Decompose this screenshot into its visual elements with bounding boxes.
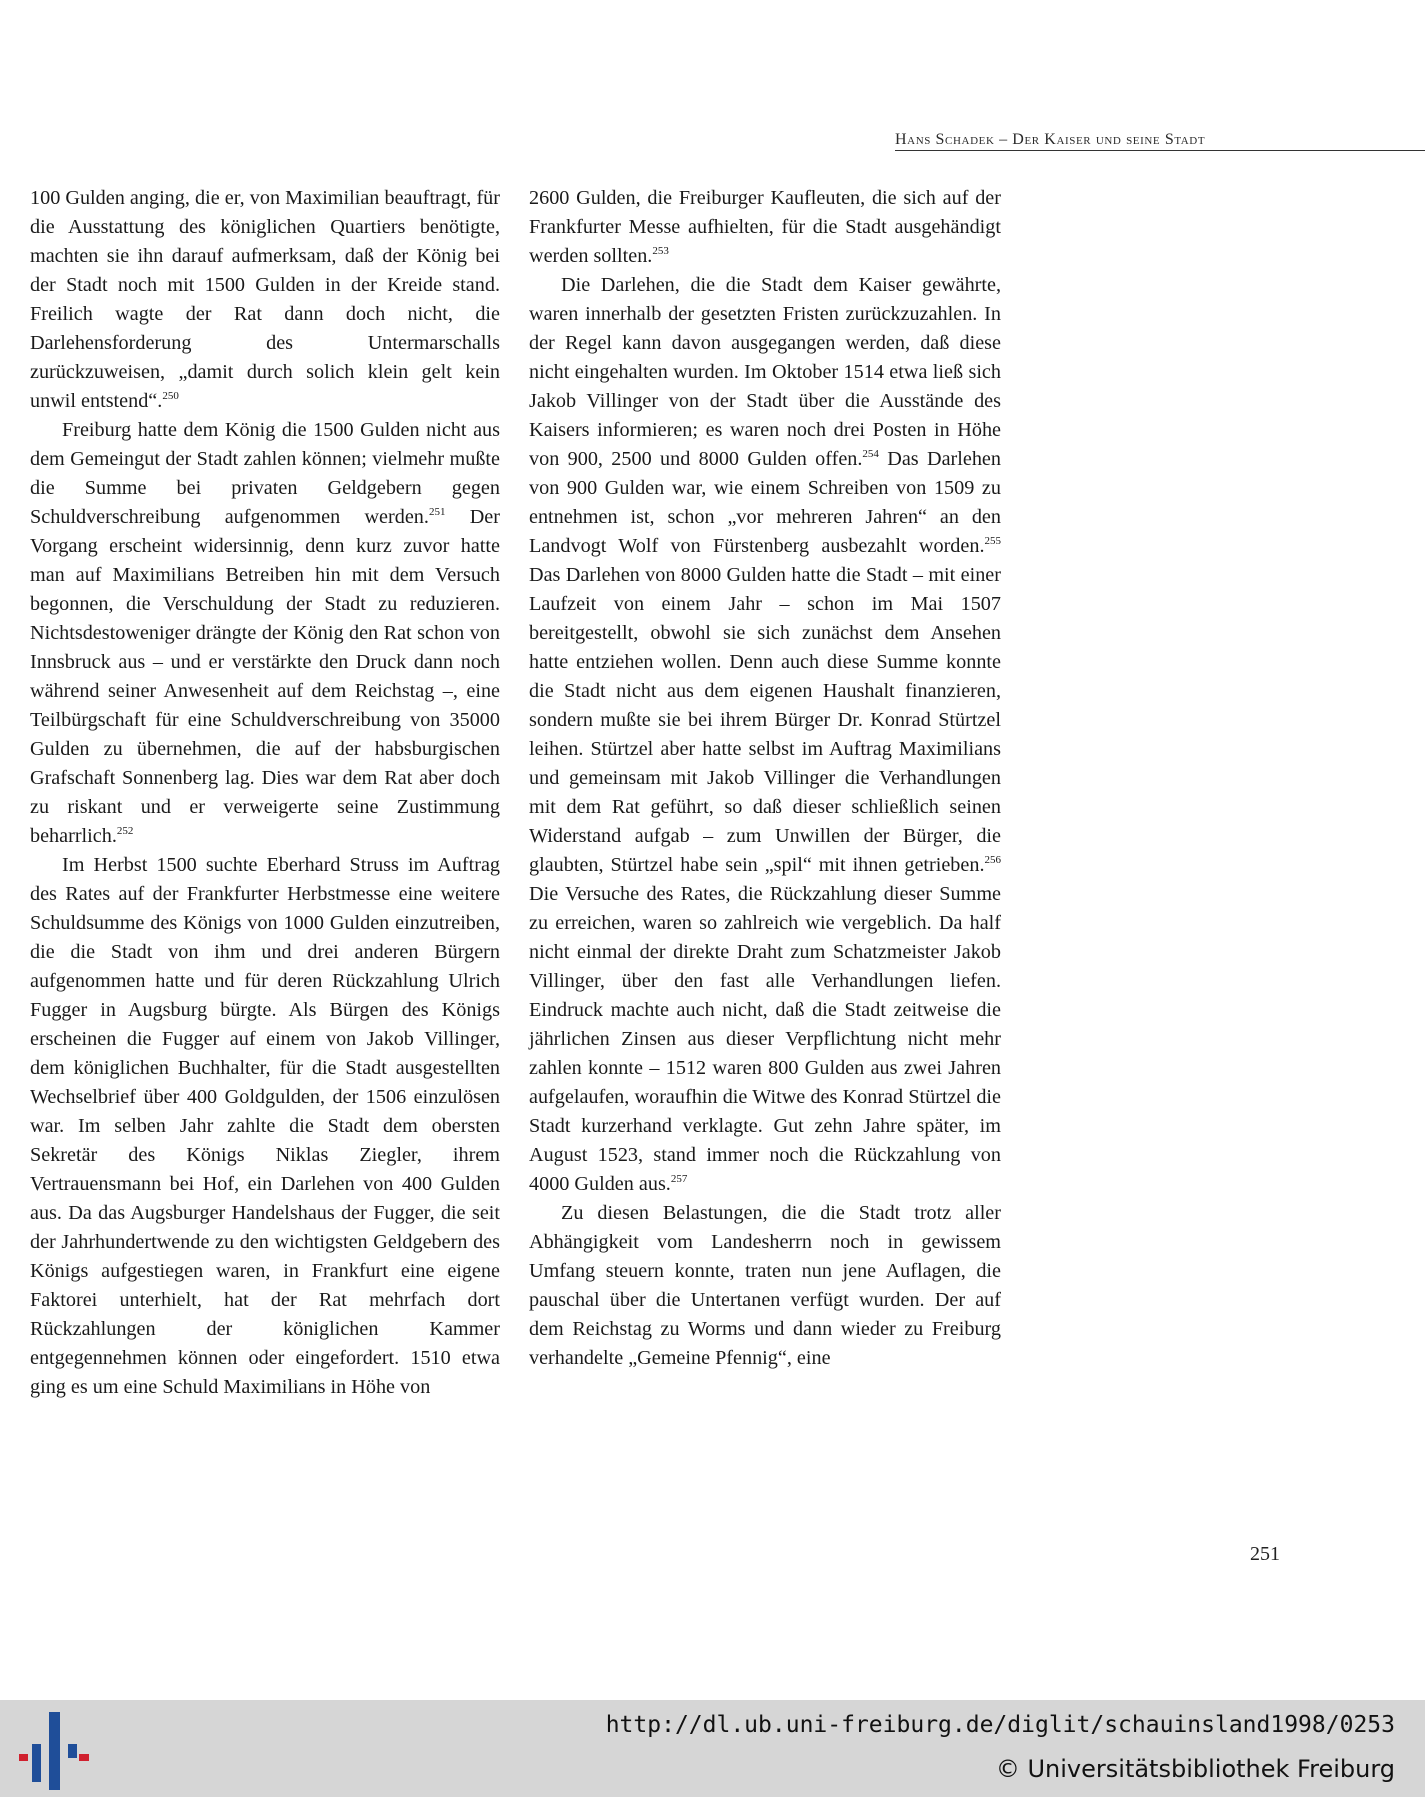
footnote-ref[interactable]: 257: [670, 1173, 688, 1185]
paragraph: Die Darlehen, die die Stadt dem Kaiser gewährte, waren innerhalb der gesetzten Fristen zurückzuzahlen. In der Regel kann davon ausgegangen werden, daß diese nicht eingehalten wurden. Im Oktober 1514 etwa ließ sich Jakob Villinger von der Stadt über die Ausstände des Kaisers informieren; es waren noch drei Posten in Höhe von 900, 2500 und 8000 Gulden offen.$^{254}$ Das Darlehen von 900 Gulden war, wie einem Schreiben von 1509 zu entnehmen ist, schon „vor mehreren Jahren“ an den Landvogt Wolf von Fürstenberg ausbezahlt worden.$^{255}$ Das Darlehen von 8000 Gulden hatte die Stadt – mit einer Laufzeit von einem Jahr – schon im Mai 1507 bereitgestellt, obwohl sie sich zunächst dem Ansehen hatte entziehen wollen. Denn auch diese Summe konnte die Stadt nicht aus dem eigenen Haushalt finanzieren, sondern mußte sie bei ihrem Bürger Dr. Konrad Stürtzel leihen. Stürtzel aber hatte selbst im Auftrag Maximilians und gemeinsam mit Jakob Villinger die Verhandlungen mit dem Rat geführt, so daß dieser schließlich seinen Widerstand aufgab – zum Unwillen der Bürger, die glaubten, Stürtzel habe sein „spil“ mit ihnen getrieben.$^{256}$ Die Versuche des Rates, die Rückzahlung dieser Summe zu erreichen, waren so zahlreich wie vergeblich. Da half nicht einmal der direkte Draht zum Schatzmeister Jakob Villinger, über den fast alle Verhandlungen liefen. Eindruck machte auch nicht, daß die Stadt zeitweise die jährlichen Zinsen aus dieser Verpflichtung nicht mehr zahlen konnte – 1512 waren 800 Gulden aus zwei Jahren aufgelaufen, woraufhin die Witwe des Konrad Stürtzel die Stadt kurzerhand verklagte. Gut zehn Jahre später, im August 1523, stand immer noch die Rückzahlung von 4000 Gulden aus.$^{257}$: [529, 274, 1001, 1195]
running-head: Hans Schadek – Der Kaiser und seine Stadt: [895, 131, 1206, 148]
paragraph: 2600 Gulden, die Freiburger Kaufleuten, die sich auf der Frankfurter Messe aufhielten, für die Stadt ausgehändigt werden sollten.$^{253}$: [529, 187, 1001, 267]
footnote-ref[interactable]: 251: [428, 506, 446, 518]
copyright-text: © Universitätsbibliothek Freiburg: [995, 1755, 1395, 1783]
paragraph: 100 Gulden anging, die er, von Maximilian beauftragt, für die Ausstattung des königlichen Quartiers benötigte, machten sie ihn darauf aufmerksam, daß der König bei der Stadt noch mit 1500 Gulden in der Kreide stand. Freilich wagte der Rat dann doch nicht, die Darlehensforderung des Untermarschalls zurückzuweisen, „damit durch solich klein gelt kein unwil entstend“.$^{250}$: [30, 187, 500, 412]
ub-freiburg-logo-icon[interactable]: [19, 1712, 89, 1790]
footnote-ref[interactable]: 253: [652, 245, 669, 257]
footnote-ref[interactable]: 252: [116, 825, 134, 837]
footnote-ref[interactable]: 255: [984, 535, 1001, 547]
footnote-ref[interactable]: 256: [984, 854, 1001, 866]
footnote-ref[interactable]: 250: [162, 390, 179, 402]
header-rule: [895, 150, 1425, 151]
paragraph: Freiburg hatte dem König die 1500 Gulden nicht aus dem Gemeingut der Stadt zahlen können; vielmehr mußte die Summe bei privaten Geldgebern gegen Schuldverschreibung aufgenommen werden.$^{251}$ Der Vorgang erscheint widersinnig, denn kurz zuvor hatte man auf Maximilians Betreiben hin mit dem Versuch begonnen, die Verschuldung der Stadt zu reduzieren. Nichtsdestoweniger drängte der König den Rat schon von Innsbruck aus – und er verstärkte den Druck dann noch während seiner Anwesenheit auf dem Reichstag –, eine Teilbürgschaft für eine Schuldverschreibung von 35000 Gulden zu übernehmen, die auf der habsburgischen Grafschaft Sonnenberg lag. Dies war dem Rat aber doch zu riskant und er verweigerte seine Zustimmung beharrlich.$^{252}$: [30, 419, 500, 847]
right-text-column: [529, 184, 1001, 1373]
footer-bar: [0, 1700, 1425, 1797]
left-text-column: [30, 184, 500, 1402]
source-url-link[interactable]: http://dl.ub.uni-freiburg.de/diglit/schauinsland1998/0253: [605, 1712, 1395, 1738]
page-number: 251: [1250, 1543, 1280, 1565]
paragraph: Im Herbst 1500 suchte Eberhard Struss im Auftrag des Rates auf der Frankfurter Herbstmesse eine weitere Schuldsumme des Königs von 1000 Gulden einzutreiben, die die Stadt von ihm und drei anderen Bürgern aufgenommen hatte und für deren Rückzahlung Ulrich Fugger in Augsburg bürgte. Als Bürgen des Königs erscheinen die Fugger auf einem von Jakob Villinger, dem königlichen Buchhalter, für die Stadt ausgestellten Wechselbrief über 400 Goldgulden, der 1506 einzulösen war. Im selben Jahr zahlte die Stadt dem obersten Sekretär des Königs Niklas Ziegler, ihrem Vertrauensmann bei Hof, ein Darlehen von 400 Gulden aus. Da das Augsburger Handelshaus der Fugger, die seit der Jahrhundertwende zu den wichtigsten Geldgebern des Königs aufgestiegen waren, in Frankfurt eine eigene Faktorei unterhielt, hat der Rat mehrfach dort Rückzahlungen der königlichen Kammer entgegennehmen können oder eingefordert. 1510 etwa ging es um eine Schuld Maximilians in Höhe von: [30, 854, 500, 1398]
footnote-ref[interactable]: 254: [862, 448, 879, 460]
paragraph: Zu diesen Belastungen, die die Stadt trotz aller Abhängigkeit vom Landesherrn noch in gewissem Umfang steuern konnte, traten nun jene Auflagen, die pauschal über die Untertanen verfügt wurden. Der auf dem Reichstag zu Worms und dann wieder zu Freiburg verhandelte „Gemeine Pfennig“, eine: [529, 1202, 1001, 1369]
